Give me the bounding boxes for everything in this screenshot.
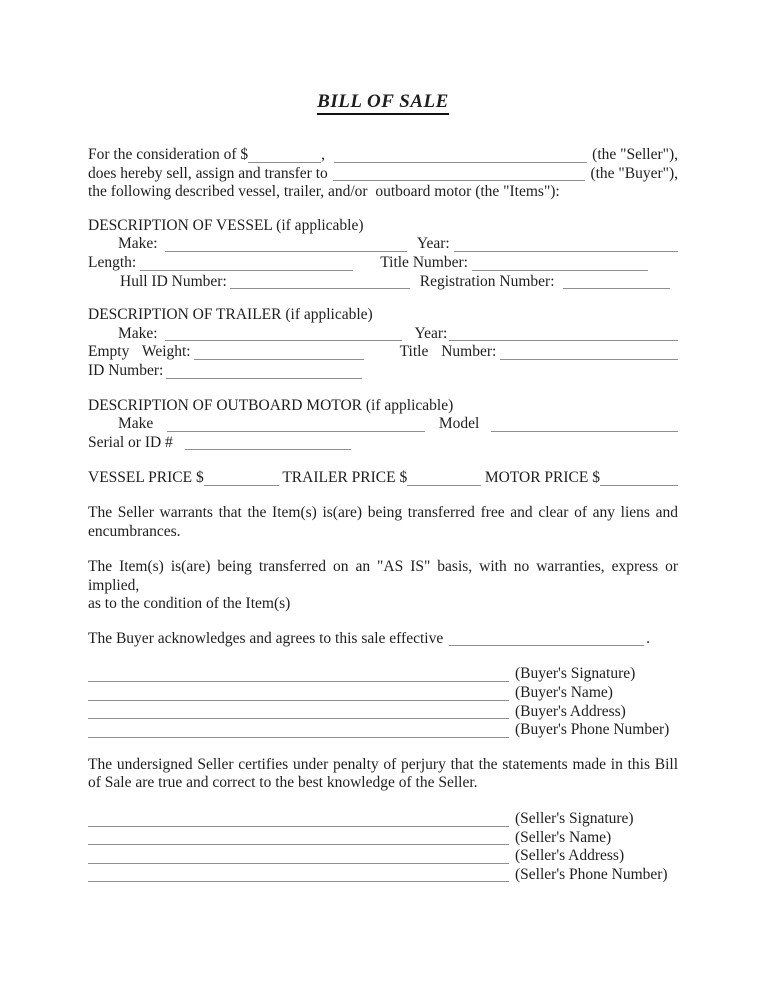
trailer-title-number-blank[interactable] (500, 359, 678, 360)
intro-paragraph (88, 146, 678, 202)
buyer-name-blank[interactable] (333, 180, 586, 181)
prices-row (88, 469, 678, 488)
trailer-make-label: Make: (118, 324, 158, 342)
trailer-title-number-label: Title Number: (399, 343, 497, 361)
trailer-empty-weight-blank[interactable] (194, 359, 364, 360)
buyer-signature-block (88, 665, 678, 739)
intro-line-3: the following described vessel, trailer, and/or outboard motor (the "Items"): (88, 183, 560, 201)
trailer-year-label: Year: (414, 324, 448, 342)
trailer-id-row (88, 362, 678, 381)
effective-date-blank[interactable] (449, 645, 644, 646)
comma-text: , (321, 146, 326, 163)
trailer-id-number-blank[interactable] (166, 378, 362, 379)
seller-name-blank[interactable] (334, 162, 587, 163)
buyer-signature-blank[interactable] (88, 681, 509, 682)
vessel-make-blank[interactable] (165, 251, 407, 252)
buyer-address-blank[interactable] (88, 718, 509, 719)
buyer-signature-label: (Buyer's Signature) (515, 665, 636, 683)
certify-line-2: of Sale are true and correct to the best knowledge of the Seller. (88, 774, 478, 792)
intro-line-1 (88, 146, 678, 165)
trailer-heading: DESCRIPTION OF TRAILER (if applicable) (88, 306, 373, 324)
vessel-hull-id-blank[interactable] (230, 288, 410, 289)
motor-make-label: Make (118, 415, 154, 433)
warranty-line-2: encumbrances. (88, 522, 181, 540)
effective-date-label: The Buyer acknowledges and agrees to this sale effective (88, 629, 444, 647)
trailer-make-blank[interactable] (165, 340, 403, 341)
buyer-name-label: (Buyer's Name) (515, 684, 613, 702)
vessel-heading: DESCRIPTION OF VESSEL (if applicable) (88, 216, 364, 234)
buyer-address-label: (Buyer's Address) (515, 702, 626, 720)
seller-phone-label: (Seller's Phone Number) (515, 865, 668, 883)
trailer-id-number-label: ID Number: (88, 361, 164, 379)
trailer-price-blank[interactable] (407, 485, 481, 486)
motor-heading: DESCRIPTION OF OUTBOARD MOTOR (if applicable) (88, 396, 454, 414)
buyer-phone-blank[interactable] (88, 737, 509, 738)
trailer-price-segment (282, 469, 481, 488)
certify-line-1: The undersigned Seller certifies under penalty of perjury that the statements made in this Bill (88, 755, 678, 773)
buyer-signature-row (88, 665, 678, 684)
vessel-price-label: VESSEL PRICE $ (88, 469, 204, 487)
buyer-designation-label: (the "Buyer"), (590, 164, 678, 182)
buyer-printed-name-blank[interactable] (88, 700, 509, 701)
vessel-title-number-label: Title Number: (380, 253, 468, 271)
seller-phone-blank[interactable] (88, 881, 509, 882)
seller-name-label: (Seller's Name) (515, 828, 612, 846)
vessel-make-label: Make: (118, 235, 158, 253)
as-is-line-2: as to the condition of the Item(s) (88, 595, 291, 613)
document-title-text: BILL OF SALE (317, 91, 449, 115)
trailer-weight-title-row (88, 343, 678, 362)
consideration-label: For the consideration of $ (88, 146, 249, 163)
seller-address-blank[interactable] (88, 863, 509, 864)
motor-price-label: MOTOR PRICE $ (484, 469, 600, 487)
trailer-section (88, 306, 678, 380)
vessel-hull-id-label: Hull ID Number: (120, 272, 227, 290)
vessel-section (88, 217, 678, 291)
seller-certification-paragraph (88, 756, 678, 793)
warranty-paragraph (88, 504, 678, 541)
transfer-to-label: does hereby sell, assign and transfer to (88, 164, 328, 182)
consideration-amount-blank[interactable] (248, 162, 321, 163)
vessel-title-number-blank[interactable] (472, 270, 648, 271)
trailer-year-blank[interactable] (449, 340, 678, 341)
seller-address-row (88, 847, 678, 866)
warranty-line-1: The Seller warrants that the Item(s) is(are) being transferred free and clear of any liens and (88, 503, 678, 521)
vessel-year-label: Year: (416, 235, 450, 253)
motor-serial-row (88, 434, 678, 453)
buyer-name-row (88, 684, 678, 703)
vessel-registration-label: Registration Number: (419, 272, 555, 290)
trailer-empty-weight-label: Empty Weight: (88, 343, 191, 361)
document-title (88, 90, 678, 113)
seller-phone-row (88, 866, 678, 885)
vessel-hull-registration-row (88, 273, 678, 292)
motor-make-model-row (88, 415, 678, 434)
motor-model-label: Model (438, 415, 480, 433)
vessel-price-segment (88, 469, 279, 488)
vessel-make-year-row (88, 235, 678, 254)
seller-signature-block (88, 810, 678, 884)
motor-serial-label: Serial or ID # (88, 433, 173, 451)
intro-line-2 (88, 165, 678, 184)
seller-printed-name-blank[interactable] (88, 844, 509, 845)
vessel-length-label: Length: (88, 253, 137, 271)
buyer-phone-label: (Buyer's Phone Number) (515, 721, 670, 739)
seller-signature-label: (Seller's Signature) (515, 810, 634, 828)
motor-model-blank[interactable] (491, 431, 678, 432)
vessel-length-blank[interactable] (140, 270, 353, 271)
seller-signature-blank[interactable] (88, 826, 509, 827)
motor-make-blank[interactable] (167, 431, 425, 432)
vessel-price-blank[interactable] (204, 485, 279, 486)
as-is-paragraph (88, 558, 678, 614)
seller-address-label: (Seller's Address) (515, 847, 625, 865)
motor-serial-blank[interactable] (185, 449, 351, 450)
seller-signature-row (88, 810, 678, 829)
vessel-year-blank[interactable] (454, 251, 678, 252)
vessel-registration-blank[interactable] (563, 288, 670, 289)
buyer-address-row (88, 703, 678, 722)
vessel-length-title-row (88, 254, 678, 273)
motor-price-segment (485, 469, 678, 488)
trailer-make-year-row (88, 325, 678, 344)
as-is-line-1: The Item(s) is(are) being transferred on an "AS IS" basis, with no warranties, express or implied, (88, 558, 678, 594)
seller-designation-label: (the "Seller"), (592, 146, 678, 163)
trailer-price-label: TRAILER PRICE $ (282, 469, 408, 487)
effective-date-row (88, 630, 678, 649)
buyer-phone-row (88, 721, 678, 740)
motor-section (88, 397, 678, 453)
motor-price-blank[interactable] (600, 485, 678, 486)
seller-name-row (88, 829, 678, 848)
effective-date-period: . (646, 629, 650, 647)
